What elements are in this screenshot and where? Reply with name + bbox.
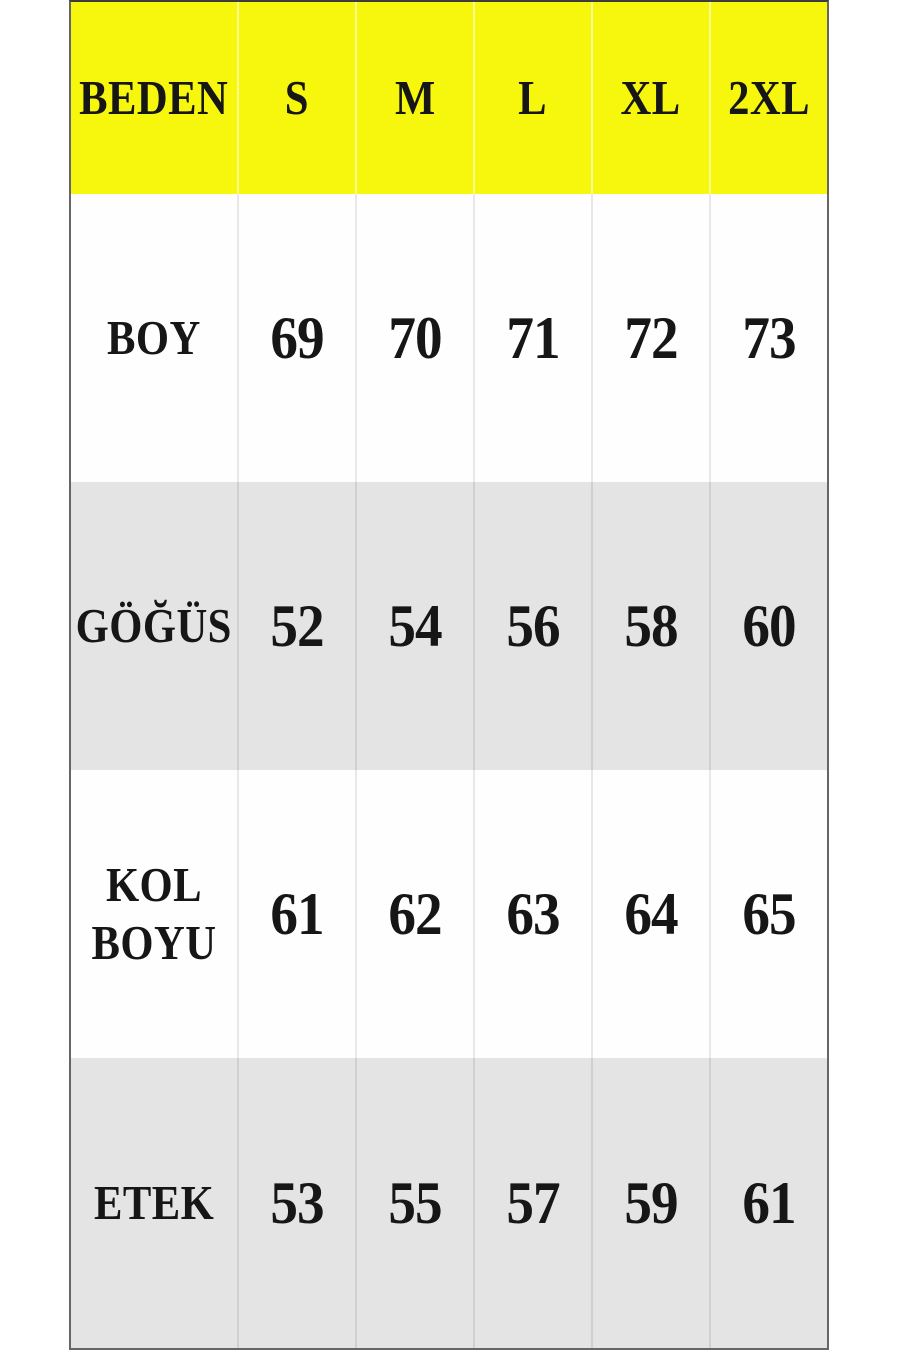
row-label-kol-boyu bbox=[71, 770, 237, 1058]
size-value: 52 bbox=[270, 592, 324, 659]
cell-boy-s bbox=[237, 194, 355, 482]
header-label: L bbox=[518, 70, 548, 126]
cell-etek-s bbox=[237, 1058, 355, 1348]
row-label-boy bbox=[71, 194, 237, 482]
size-value: 56 bbox=[506, 592, 560, 659]
size-value: 62 bbox=[388, 880, 442, 947]
cell-kolboyu-m bbox=[355, 770, 473, 1058]
size-value: 61 bbox=[742, 1169, 796, 1236]
cell-gogus-m bbox=[355, 482, 473, 770]
size-value: 60 bbox=[742, 592, 796, 659]
size-value: 53 bbox=[270, 1169, 324, 1236]
cell-kolboyu-l bbox=[473, 770, 591, 1058]
cell-kolboyu-xl bbox=[591, 770, 709, 1058]
size-value: 69 bbox=[270, 304, 324, 371]
size-value: 54 bbox=[388, 592, 442, 659]
cell-gogus-l bbox=[473, 482, 591, 770]
header-cell-xl bbox=[591, 2, 709, 194]
cell-gogus-2xl bbox=[709, 482, 827, 770]
size-value: 63 bbox=[506, 880, 560, 947]
cell-boy-2xl bbox=[709, 194, 827, 482]
size-value: 65 bbox=[742, 880, 796, 947]
header-cell-beden bbox=[71, 2, 237, 194]
header-label: S bbox=[284, 70, 310, 126]
header-cell-l bbox=[473, 2, 591, 194]
row-label: GÖĞÜS bbox=[75, 598, 233, 654]
size-value: 72 bbox=[624, 304, 678, 371]
cell-gogus-s bbox=[237, 482, 355, 770]
header-label: XL bbox=[620, 70, 682, 126]
size-value: 70 bbox=[388, 304, 442, 371]
size-value: 58 bbox=[624, 592, 678, 659]
row-label-etek bbox=[71, 1058, 237, 1348]
size-value: 64 bbox=[624, 880, 678, 947]
row-label: KOL BOYU bbox=[91, 857, 217, 970]
size-value: 73 bbox=[742, 304, 796, 371]
cell-etek-l bbox=[473, 1058, 591, 1348]
header-cell-s bbox=[237, 2, 355, 194]
header-cell-m bbox=[355, 2, 473, 194]
cell-boy-l bbox=[473, 194, 591, 482]
header-label: M bbox=[394, 70, 436, 126]
cell-boy-m bbox=[355, 194, 473, 482]
size-value: 71 bbox=[506, 304, 560, 371]
size-value: 57 bbox=[506, 1169, 560, 1236]
size-value: 61 bbox=[270, 880, 324, 947]
size-value: 59 bbox=[624, 1169, 678, 1236]
cell-kolboyu-s bbox=[237, 770, 355, 1058]
header-label: BEDEN bbox=[79, 70, 229, 126]
cell-etek-xl bbox=[591, 1058, 709, 1348]
row-label: ETEK bbox=[93, 1175, 215, 1231]
size-chart-table bbox=[69, 0, 829, 1350]
cell-gogus-xl bbox=[591, 482, 709, 770]
header-cell-2xl bbox=[709, 2, 827, 194]
cell-etek-m bbox=[355, 1058, 473, 1348]
size-value: 55 bbox=[388, 1169, 442, 1236]
cell-kolboyu-2xl bbox=[709, 770, 827, 1058]
cell-etek-2xl bbox=[709, 1058, 827, 1348]
cell-boy-xl bbox=[591, 194, 709, 482]
row-label-gogus bbox=[71, 482, 237, 770]
header-label: 2XL bbox=[728, 70, 810, 126]
row-label: BOY bbox=[107, 310, 201, 366]
